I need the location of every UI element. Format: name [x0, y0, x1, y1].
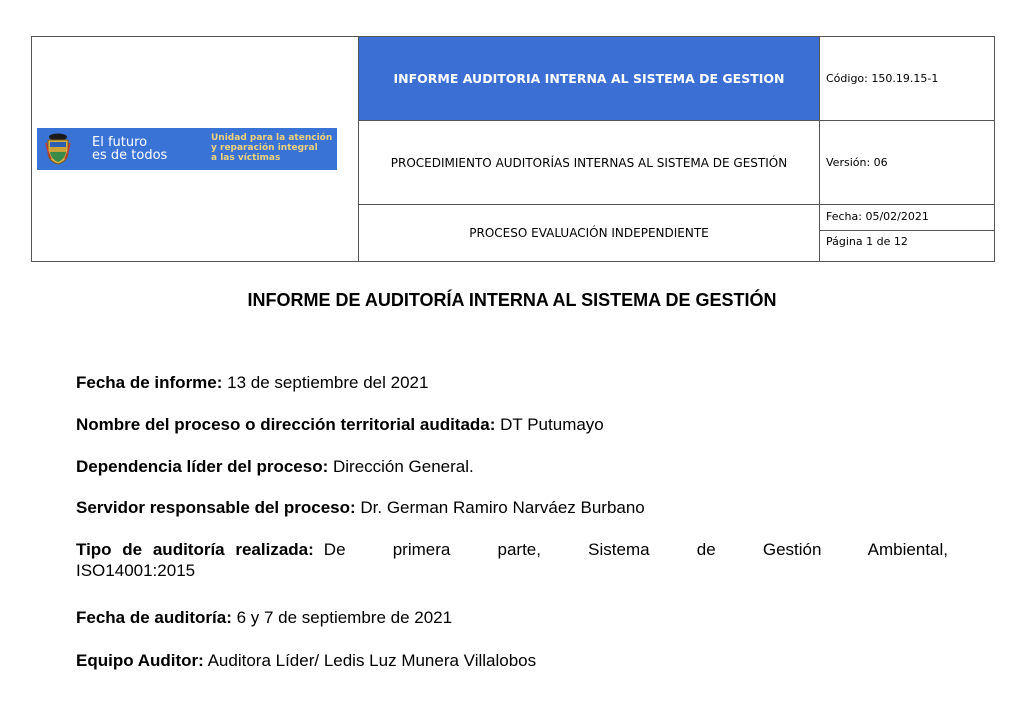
page-number: Página 1 de 12 — [826, 234, 908, 248]
audit-type-field — [76, 539, 948, 581]
report-date-field — [76, 372, 950, 393]
field-value: Auditora Líder/ Ledis Luz Munera Villalobos — [203, 651, 537, 670]
unit-line-3: a las víctimas — [211, 153, 281, 163]
audit-type-value-part-1: De primera parte, Sistema de Gestión Ambiental, — [323, 540, 948, 559]
field-label: Nombre del proceso o dirección territorial auditada: — [76, 415, 496, 434]
field-label: Servidor responsable del proceso: — [76, 498, 356, 517]
unit-line-2: y reparación integral — [211, 143, 318, 153]
field-label: Fecha de informe: — [76, 373, 223, 392]
document-header-table — [31, 36, 995, 262]
field-label: Tipo de auditoría realizada: — [76, 540, 314, 559]
audit-team-field — [76, 650, 950, 671]
field-value: 6 y 7 de septiembre de 2021 — [231, 608, 453, 627]
unit-name — [211, 133, 332, 163]
audit-type-line-1 — [76, 539, 948, 560]
document-date: Fecha: 05/02/2021 — [820, 206, 994, 231]
document-title: INFORME DE AUDITORÍA INTERNA AL SISTEMA DE GESTIÓN — [247, 290, 777, 310]
field-value: Dr. German Ramiro Narváez Burbano — [355, 498, 645, 517]
institution-logo — [37, 128, 337, 170]
audit-date-field — [76, 607, 950, 628]
audit-type-value-part-2: ISO14001:2015 — [76, 561, 196, 580]
field-value: Dirección General. — [328, 457, 474, 476]
unit-line-1: Unidad para la atención — [211, 133, 333, 143]
process-title-cell: PROCESO EVALUACIÓN INDEPENDIENTE — [359, 205, 820, 262]
document-version: Versión: 06 — [820, 121, 995, 205]
colombia-coat-of-arms-icon — [45, 133, 71, 165]
brand-line-2: es de todos — [92, 148, 168, 163]
brand-line-1: El futuro — [92, 135, 148, 150]
audited-process-field — [76, 414, 950, 435]
field-value: DT Putumayo — [495, 415, 604, 434]
report-title-cell: INFORME AUDITORIA INTERNA AL SISTEMA DE GESTION — [359, 37, 820, 121]
field-value: 13 de septiembre del 2021 — [222, 373, 429, 392]
brand-slogan — [92, 136, 167, 162]
document-code: Código: 150.19.15-1 — [820, 37, 995, 121]
lead-department-field — [76, 456, 950, 477]
field-label: Fecha de auditoría: — [76, 608, 232, 627]
field-label: Dependencia líder del proceso: — [76, 457, 329, 476]
date-page-cell — [820, 205, 995, 262]
field-label: Equipo Auditor: — [76, 651, 204, 670]
responsible-officer-field — [76, 497, 950, 518]
procedure-title-cell: PROCEDIMIENTO AUDITORÍAS INTERNAS AL SISTEMA DE GESTIÓN — [359, 121, 820, 205]
logo-cell — [32, 37, 359, 262]
